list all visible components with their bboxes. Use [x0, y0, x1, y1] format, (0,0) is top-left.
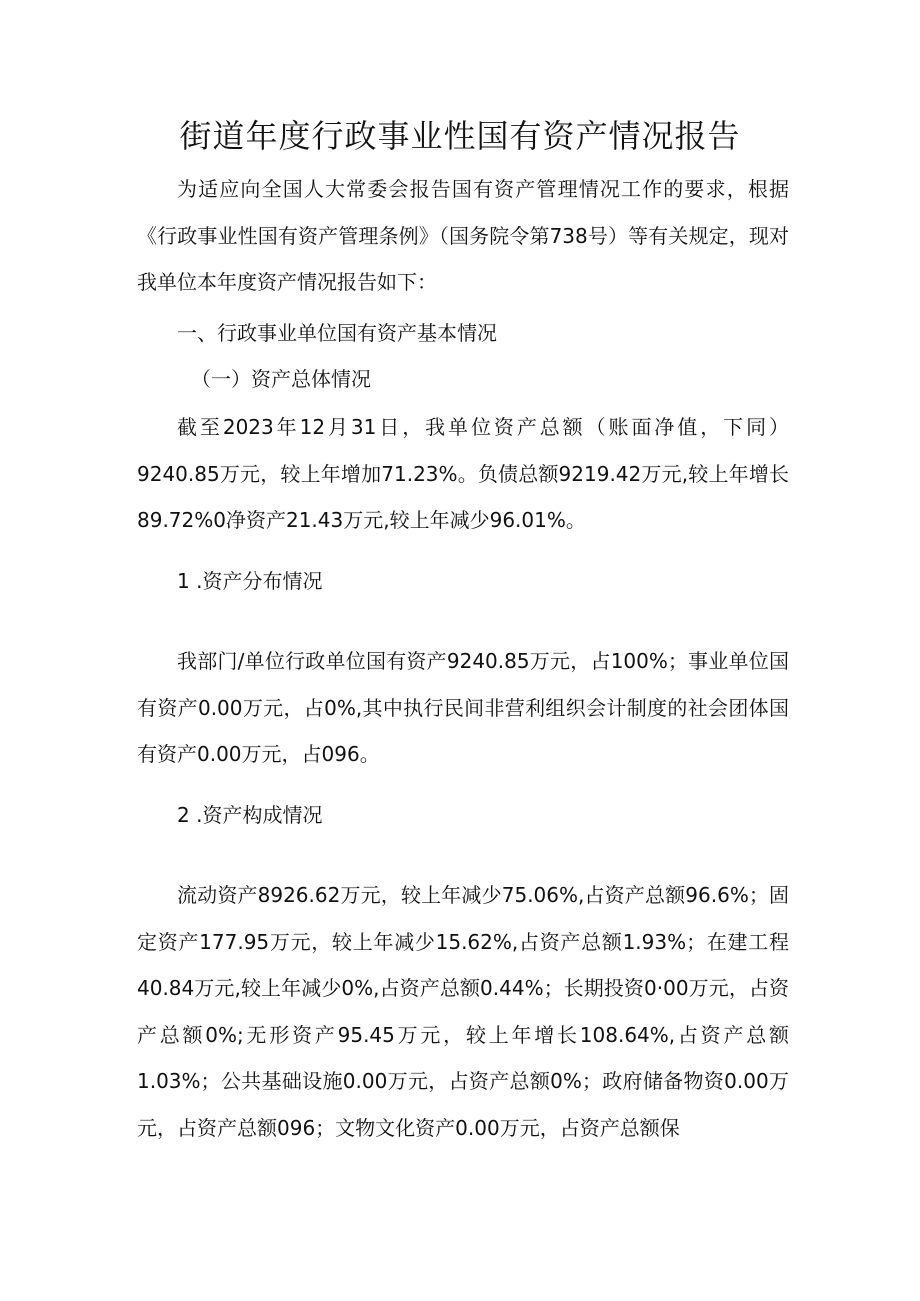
item-heading-1: 1 .资产分布情况	[177, 569, 323, 593]
item-heading-2: 2 .资产构成情况	[177, 803, 323, 827]
document-title: 街道年度行政事业性国有资产情况报告	[179, 117, 741, 155]
composition-paragraph: 流动资产8926.62万元，较上年减少75.06%,占资产总额96.6%；固定资产177.95万元，较上年减少15.62%,占资产总额1.93%；在建工程40.84万元,较上年减少0%,占资产总额0.44%；长期投资0·00万元，占资产总额0%;无形资产95.45万元，较上年增长108.64%,占资产总额1.03%；公共基础设施0.00万元，占资产总额0%；政府储备物资0.00万元，占资产总额096；文物文化资产0.00万元，占资产总额保	[137, 883, 789, 1140]
distribution-paragraph: 我部门/单位行政单位国有资产9240.85万元，占100%；事业单位国有资产0.00万元，占0%,其中执行民间非营利组织会计制度的社会团体国有资产0.00万元，占096。	[137, 649, 789, 766]
subsection-heading-1: （一）资产总体情况	[191, 367, 371, 391]
overall-assets-paragraph: 截至2023年12月31日，我单位资产总额（账面净值，下同）9240.85万元，较上年增加71.23%。负债总额9219.42万元,较上年增长89.72%0净资产21.43万元,较上年减少96.01%。	[137, 415, 789, 532]
intro-paragraph: 为适应向全国人大常委会报告国有资产管理情况工作的要求，根据《行政事业性国有资产管理条例》（国务院令第738号）等有关规定，现对我单位本年度资产情况报告如下：	[137, 177, 789, 294]
section-heading-1: 一、行政事业单位国有资产基本情况	[177, 321, 497, 345]
